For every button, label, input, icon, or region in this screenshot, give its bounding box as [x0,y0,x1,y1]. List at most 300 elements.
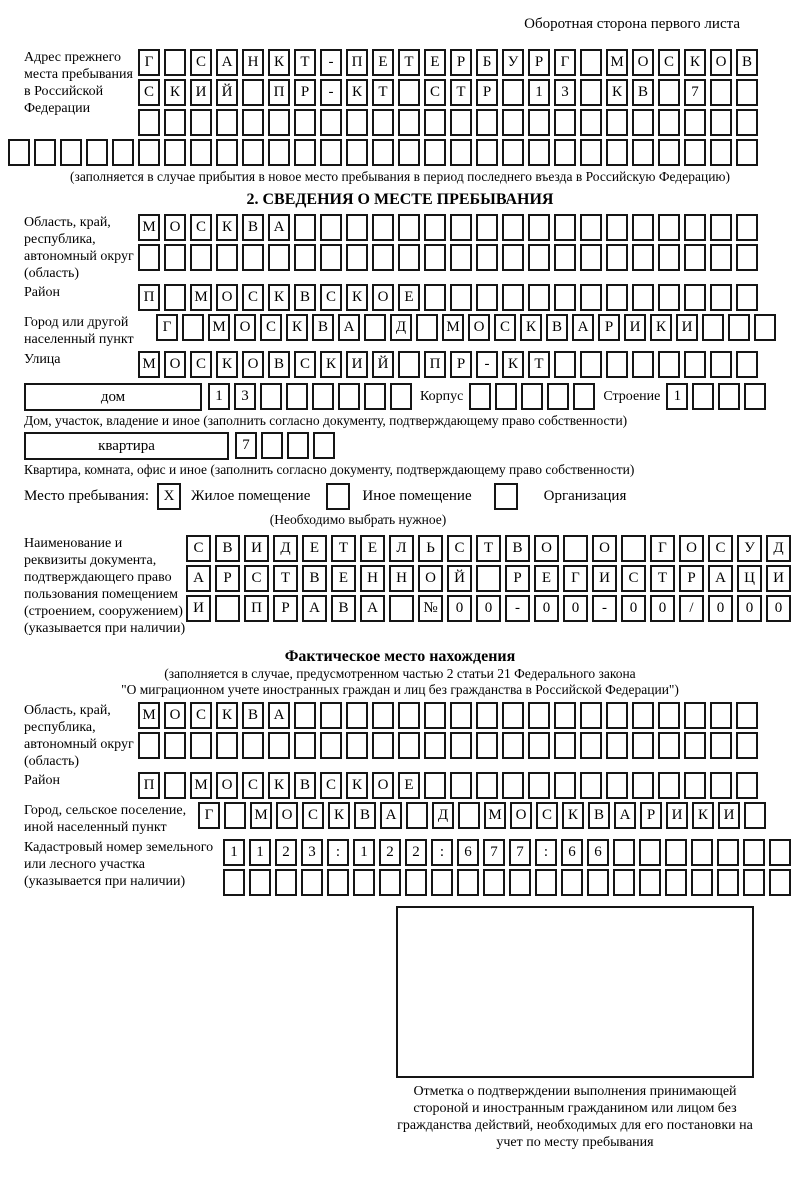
char-cell-empty[interactable] [372,109,394,136]
char-cell-filled[interactable]: О [468,314,490,341]
char-cell-filled[interactable]: 0 [447,595,472,622]
char-cell-filled[interactable]: К [346,79,368,106]
char-cell-filled[interactable]: Т [528,351,550,378]
char-cell-empty[interactable] [665,839,687,866]
char-cell-empty[interactable] [406,802,428,829]
char-cell-filled[interactable]: Е [398,772,420,799]
char-cell-filled[interactable]: И [766,565,791,592]
char-cell-empty[interactable] [580,351,602,378]
char-cell-empty[interactable] [476,702,498,729]
char-cell-empty[interactable] [502,214,524,241]
char-cell-empty[interactable] [416,314,438,341]
char-cell-empty[interactable] [502,772,524,799]
char-cell-empty[interactable] [606,244,628,271]
char-cell-empty[interactable] [390,383,412,410]
char-cell-empty[interactable] [736,79,758,106]
char-cell-filled[interactable]: 2 [379,839,401,866]
char-cell-empty[interactable] [621,535,646,562]
char-cell-empty[interactable] [216,244,238,271]
char-cell-filled[interactable]: 3 [554,79,576,106]
char-cell-empty[interactable] [450,214,472,241]
char-cell-filled[interactable]: 3 [301,839,323,866]
char-cell-empty[interactable] [554,772,576,799]
char-cell-empty[interactable] [606,351,628,378]
char-cell-empty[interactable] [502,702,524,729]
char-cell-empty[interactable] [268,244,290,271]
char-cell-filled[interactable]: О [510,802,532,829]
char-cell-filled[interactable]: - [320,79,342,106]
char-cell-filled[interactable]: У [502,49,524,76]
char-cell-empty[interactable] [450,244,472,271]
char-cell-filled[interactable]: 1 [223,839,245,866]
char-cell-empty[interactable] [632,702,654,729]
char-cell-filled[interactable]: - [592,595,617,622]
char-cell-filled[interactable]: О [164,214,186,241]
char-cell-filled[interactable]: 0 [476,595,501,622]
char-cell-empty[interactable] [182,314,204,341]
char-cell-empty[interactable] [398,244,420,271]
char-cell-filled[interactable]: А [186,565,211,592]
char-cell-filled[interactable]: О [242,351,264,378]
char-cell-empty[interactable] [613,869,635,896]
char-cell-empty[interactable] [476,214,498,241]
char-cell-empty[interactable] [469,383,491,410]
char-cell-filled[interactable]: К [520,314,542,341]
char-cell-empty[interactable] [424,732,446,759]
char-cell-empty[interactable] [580,214,602,241]
char-cell-filled[interactable]: О [418,565,443,592]
char-cell-empty[interactable] [424,214,446,241]
char-cell-empty[interactable] [547,383,569,410]
char-cell-empty[interactable] [502,732,524,759]
char-cell-empty[interactable] [353,869,375,896]
char-cell-filled[interactable]: Г [198,802,220,829]
char-cell-empty[interactable] [573,383,595,410]
char-cell-empty[interactable] [563,535,588,562]
char-cell-filled[interactable]: № [418,595,443,622]
char-cell-empty[interactable] [580,732,602,759]
char-cell-filled[interactable]: П [346,49,368,76]
char-cell-filled[interactable]: В [294,772,316,799]
char-cell-empty[interactable] [502,109,524,136]
char-cell-filled[interactable]: О [216,284,238,311]
char-cell-filled[interactable]: С [138,79,160,106]
char-cell-filled[interactable]: 0 [650,595,675,622]
char-cell-empty[interactable] [535,869,557,896]
char-cell-filled[interactable]: С [190,214,212,241]
char-cell-empty[interactable] [224,802,246,829]
char-cell-empty[interactable] [216,139,238,166]
char-cell-filled[interactable]: М [484,802,506,829]
char-cell-filled[interactable]: Г [138,49,160,76]
char-cell-empty[interactable] [215,595,240,622]
char-cell-empty[interactable] [242,79,264,106]
char-cell-empty[interactable] [744,383,766,410]
char-cell-filled[interactable]: С [190,702,212,729]
char-cell-empty[interactable] [554,702,576,729]
char-cell-filled[interactable]: Т [450,79,472,106]
char-cell-empty[interactable] [632,284,654,311]
char-cell-empty[interactable] [658,109,680,136]
char-cell-empty[interactable] [710,351,732,378]
char-cell-empty[interactable] [684,244,706,271]
char-cell-empty[interactable] [632,244,654,271]
char-cell-empty[interactable] [476,732,498,759]
char-cell-empty[interactable] [710,772,732,799]
stay-type-checkbox-residential[interactable]: X [157,483,181,510]
char-cell-empty[interactable] [346,214,368,241]
char-cell-filled[interactable]: П [138,772,160,799]
char-cell-empty[interactable] [658,214,680,241]
char-cell-empty[interactable] [528,284,550,311]
char-cell-empty[interactable] [372,139,394,166]
char-cell-filled[interactable]: К [268,772,290,799]
char-cell-empty[interactable] [164,732,186,759]
char-cell-filled[interactable]: 7 [235,432,257,459]
char-cell-filled[interactable]: А [708,565,733,592]
char-cell-empty[interactable] [476,565,501,592]
char-cell-empty[interactable] [450,284,472,311]
char-cell-filled[interactable]: В [242,702,264,729]
char-cell-empty[interactable] [431,869,453,896]
char-cell-empty[interactable] [320,214,342,241]
char-cell-filled[interactable]: Й [447,565,472,592]
char-cell-filled[interactable]: А [216,49,238,76]
char-cell-filled[interactable]: Т [372,79,394,106]
char-cell-empty[interactable] [138,732,160,759]
char-cell-empty[interactable] [346,139,368,166]
char-cell-empty[interactable] [684,772,706,799]
char-cell-empty[interactable] [658,772,680,799]
char-cell-empty[interactable] [736,702,758,729]
char-cell-empty[interactable] [632,109,654,136]
char-cell-empty[interactable] [458,802,480,829]
char-cell-filled[interactable]: К [164,79,186,106]
char-cell-empty[interactable] [606,284,628,311]
char-cell-empty[interactable] [372,702,394,729]
char-cell-empty[interactable] [632,351,654,378]
char-cell-filled[interactable]: С [621,565,646,592]
char-cell-empty[interactable] [261,432,283,459]
char-cell-empty[interactable] [216,732,238,759]
char-cell-empty[interactable] [710,79,732,106]
char-cell-empty[interactable] [242,109,264,136]
char-cell-filled[interactable]: - [320,49,342,76]
char-cell-filled[interactable]: Р [505,565,530,592]
char-cell-empty[interactable] [632,139,654,166]
char-cell-filled[interactable]: Д [273,535,298,562]
char-cell-filled[interactable]: К [268,284,290,311]
char-cell-empty[interactable] [294,244,316,271]
char-cell-filled[interactable]: Р [598,314,620,341]
char-cell-empty[interactable] [424,139,446,166]
char-cell-empty[interactable] [398,702,420,729]
char-cell-filled[interactable]: В [302,565,327,592]
char-cell-filled[interactable]: Г [650,535,675,562]
char-cell-empty[interactable] [587,869,609,896]
char-cell-empty[interactable] [769,839,791,866]
char-cell-empty[interactable] [86,139,108,166]
char-cell-empty[interactable] [190,732,212,759]
char-cell-empty[interactable] [320,139,342,166]
char-cell-empty[interactable] [398,351,420,378]
char-cell-empty[interactable] [424,772,446,799]
char-cell-empty[interactable] [190,109,212,136]
char-cell-empty[interactable] [164,109,186,136]
char-cell-filled[interactable]: 0 [621,595,646,622]
char-cell-empty[interactable] [736,244,758,271]
char-cell-filled[interactable]: Е [534,565,559,592]
char-cell-filled[interactable]: Г [554,49,576,76]
char-cell-empty[interactable] [580,49,602,76]
char-cell-filled[interactable]: Р [273,595,298,622]
char-cell-filled[interactable]: К [502,351,524,378]
char-cell-empty[interactable] [346,702,368,729]
char-cell-filled[interactable]: С [320,772,342,799]
char-cell-empty[interactable] [190,139,212,166]
char-cell-empty[interactable] [684,139,706,166]
char-cell-empty[interactable] [424,109,446,136]
char-cell-empty[interactable] [632,732,654,759]
char-cell-filled[interactable]: : [535,839,557,866]
char-cell-empty[interactable] [528,732,550,759]
char-cell-empty[interactable] [736,284,758,311]
char-cell-filled[interactable]: О [216,772,238,799]
char-cell-empty[interactable] [287,432,309,459]
char-cell-filled[interactable]: 1 [666,383,688,410]
char-cell-empty[interactable] [554,284,576,311]
char-cell-filled[interactable]: К [320,351,342,378]
char-cell-empty[interactable] [728,314,750,341]
char-cell-empty[interactable] [658,79,680,106]
char-cell-filled[interactable]: Е [360,535,385,562]
char-cell-filled[interactable]: Р [450,351,472,378]
char-cell-empty[interactable] [242,244,264,271]
char-cell-filled[interactable]: И [624,314,646,341]
char-cell-empty[interactable] [112,139,134,166]
char-cell-empty[interactable] [249,869,271,896]
char-cell-empty[interactable] [613,839,635,866]
char-cell-filled[interactable]: Е [424,49,446,76]
char-cell-filled[interactable]: / [679,595,704,622]
char-cell-filled[interactable]: А [380,802,402,829]
char-cell-empty[interactable] [521,383,543,410]
char-cell-empty[interactable] [164,772,186,799]
char-cell-filled[interactable]: Н [360,565,385,592]
char-cell-filled[interactable]: В [736,49,758,76]
char-cell-filled[interactable]: В [312,314,334,341]
char-cell-empty[interactable] [502,284,524,311]
char-cell-filled[interactable]: С [447,535,472,562]
char-cell-filled[interactable]: А [614,802,636,829]
char-cell-empty[interactable] [684,109,706,136]
char-cell-empty[interactable] [364,314,386,341]
char-cell-empty[interactable] [346,109,368,136]
char-cell-filled[interactable]: М [250,802,272,829]
char-cell-filled[interactable]: Й [216,79,238,106]
char-cell-filled[interactable]: Ь [418,535,443,562]
char-cell-empty[interactable] [372,214,394,241]
char-cell-filled[interactable]: С [260,314,282,341]
char-cell-filled[interactable]: - [476,351,498,378]
char-cell-filled[interactable]: 1 [208,383,230,410]
char-cell-filled[interactable]: Р [215,565,240,592]
char-cell-empty[interactable] [580,284,602,311]
char-cell-filled[interactable]: О [372,284,394,311]
char-cell-filled[interactable]: 7 [483,839,505,866]
char-cell-filled[interactable]: 1 [528,79,550,106]
char-cell-filled[interactable]: С [658,49,680,76]
char-cell-empty[interactable] [398,109,420,136]
char-cell-filled[interactable]: К [692,802,714,829]
char-cell-filled[interactable]: Т [273,565,298,592]
char-cell-empty[interactable] [554,139,576,166]
char-cell-empty[interactable] [580,772,602,799]
char-cell-empty[interactable] [580,702,602,729]
char-cell-empty[interactable] [372,732,394,759]
char-cell-empty[interactable] [736,732,758,759]
char-cell-filled[interactable]: Д [766,535,791,562]
char-cell-empty[interactable] [554,351,576,378]
stay-type-checkbox-organization[interactable] [494,483,518,510]
char-cell-empty[interactable] [736,214,758,241]
char-cell-empty[interactable] [554,244,576,271]
char-cell-empty[interactable] [509,869,531,896]
char-cell-empty[interactable] [528,109,550,136]
char-cell-empty[interactable] [710,244,732,271]
char-cell-empty[interactable] [260,383,282,410]
char-cell-filled[interactable]: С [536,802,558,829]
char-cell-empty[interactable] [736,109,758,136]
char-cell-empty[interactable] [691,869,713,896]
char-cell-empty[interactable] [424,244,446,271]
char-cell-empty[interactable] [606,772,628,799]
char-cell-filled[interactable]: Р [679,565,704,592]
char-cell-empty[interactable] [286,383,308,410]
char-cell-filled[interactable]: С [186,535,211,562]
char-cell-empty[interactable] [754,314,776,341]
char-cell-filled[interactable]: С [424,79,446,106]
char-cell-empty[interactable] [138,139,160,166]
char-cell-empty[interactable] [275,869,297,896]
char-cell-empty[interactable] [554,732,576,759]
char-cell-empty[interactable] [476,109,498,136]
char-cell-filled[interactable]: И [186,595,211,622]
char-cell-filled[interactable]: О [234,314,256,341]
char-cell-empty[interactable] [405,869,427,896]
char-cell-empty[interactable] [398,732,420,759]
char-cell-empty[interactable] [710,702,732,729]
char-cell-filled[interactable]: С [294,351,316,378]
char-cell-empty[interactable] [658,351,680,378]
char-cell-filled[interactable]: Т [650,565,675,592]
char-cell-filled[interactable]: 1 [249,839,271,866]
char-cell-empty[interactable] [476,139,498,166]
char-cell-filled[interactable]: С [302,802,324,829]
char-cell-empty[interactable] [338,383,360,410]
char-cell-empty[interactable] [138,109,160,136]
char-cell-empty[interactable] [710,284,732,311]
char-cell-empty[interactable] [346,732,368,759]
char-cell-empty[interactable] [606,109,628,136]
char-cell-filled[interactable]: С [708,535,733,562]
char-cell-filled[interactable]: В [505,535,530,562]
char-cell-filled[interactable]: Т [476,535,501,562]
char-cell-empty[interactable] [736,772,758,799]
char-cell-empty[interactable] [379,869,401,896]
char-cell-filled[interactable]: К [346,284,368,311]
char-cell-empty[interactable] [476,284,498,311]
char-cell-empty[interactable] [60,139,82,166]
char-cell-empty[interactable] [476,772,498,799]
char-cell-filled[interactable]: В [242,214,264,241]
char-cell-empty[interactable] [528,244,550,271]
char-cell-empty[interactable] [639,869,661,896]
char-cell-filled[interactable]: И [676,314,698,341]
char-cell-empty[interactable] [268,732,290,759]
char-cell-filled[interactable]: Д [432,802,454,829]
char-cell-empty[interactable] [658,702,680,729]
char-cell-filled[interactable]: 0 [708,595,733,622]
char-cell-filled[interactable]: С [190,49,212,76]
char-cell-empty[interactable] [424,284,446,311]
char-cell-filled[interactable]: С [244,565,269,592]
char-cell-empty[interactable] [294,214,316,241]
char-cell-empty[interactable] [320,732,342,759]
char-cell-empty[interactable] [702,314,724,341]
char-cell-filled[interactable]: К [268,49,290,76]
char-cell-filled[interactable]: В [632,79,654,106]
char-cell-empty[interactable] [301,869,323,896]
char-cell-empty[interactable] [710,214,732,241]
char-cell-empty[interactable] [606,702,628,729]
char-cell-empty[interactable] [313,432,335,459]
char-cell-filled[interactable]: 0 [563,595,588,622]
char-cell-empty[interactable] [658,139,680,166]
char-cell-filled[interactable]: И [718,802,740,829]
char-cell-filled[interactable]: О [710,49,732,76]
char-cell-empty[interactable] [294,702,316,729]
char-cell-empty[interactable] [312,383,334,410]
char-cell-filled[interactable]: М [138,351,160,378]
char-cell-filled[interactable]: 7 [684,79,706,106]
char-cell-filled[interactable]: К [216,351,238,378]
char-cell-filled[interactable]: П [244,595,269,622]
char-cell-filled[interactable]: О [164,351,186,378]
char-cell-empty[interactable] [554,109,576,136]
char-cell-empty[interactable] [34,139,56,166]
char-cell-empty[interactable] [398,139,420,166]
char-cell-empty[interactable] [398,79,420,106]
char-cell-filled[interactable]: А [572,314,594,341]
char-cell-empty[interactable] [684,214,706,241]
char-cell-empty[interactable] [457,869,479,896]
char-cell-filled[interactable]: И [592,565,617,592]
char-cell-filled[interactable]: М [442,314,464,341]
char-cell-empty[interactable] [528,139,550,166]
char-cell-filled[interactable]: К [346,772,368,799]
char-cell-empty[interactable] [164,284,186,311]
char-cell-empty[interactable] [554,214,576,241]
char-cell-empty[interactable] [580,244,602,271]
char-cell-empty[interactable] [684,351,706,378]
char-cell-filled[interactable]: О [592,535,617,562]
char-cell-filled[interactable]: Р [450,49,472,76]
char-cell-empty[interactable] [691,839,713,866]
char-cell-filled[interactable]: 0 [766,595,791,622]
char-cell-filled[interactable]: 2 [275,839,297,866]
char-cell-empty[interactable] [606,139,628,166]
